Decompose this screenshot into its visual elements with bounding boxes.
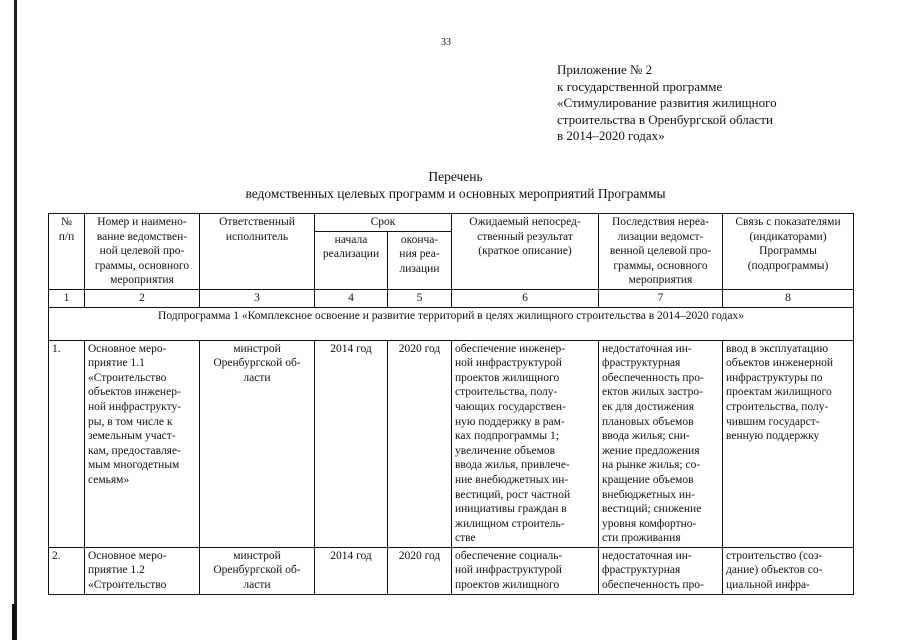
header-end: оконча- ния реа- лизации	[388, 231, 452, 289]
header-start: начала реализации	[315, 231, 388, 289]
appendix-line: строительства в Оренбургской области	[557, 111, 773, 127]
row-name: Основное меро- приятие 1.2 «Строительство	[85, 547, 200, 594]
appendix-line: в 2014–2020 годах»	[557, 128, 665, 144]
row-executor: минстрой Оренбургской об- ласти	[200, 547, 315, 594]
header-consequences: Последствия нереа- лизации ведомст- венной целевой про- граммы, основного мероприятия	[599, 214, 723, 290]
column-number: 5	[388, 289, 452, 307]
scan-edge-mark	[12, 604, 16, 640]
row-num: 2.	[49, 547, 85, 594]
row-link: строительство (соз- дание) объектов со- циальной инфра-	[723, 547, 854, 594]
programs-table	[48, 213, 854, 595]
column-number: 8	[723, 289, 854, 307]
row-result: обеспечение инженер- ной инфраструктурой проектов жилищного строительства, полу- чающих государствен- ную поддержку в рам- ках подпрограммы 1; увеличение объемов ввода жилья, привлече- ние внебюджетных ин- вестиций, рост частной инициативы граждан в жилищном строитель- стве	[452, 340, 599, 547]
row-end: 2020 год	[388, 340, 452, 547]
title-line: ведомственных целевых программ и основных мероприятий Программы	[245, 186, 666, 201]
column-number: 1	[49, 289, 85, 307]
header-term: Срок	[315, 214, 452, 232]
row-result: обеспечение социаль- ной инфраструктурой проектов жилищного	[452, 547, 599, 594]
document-title	[0, 168, 905, 202]
header-num: № п/п	[49, 214, 85, 290]
row-link: ввод в эксплуатацию объектов инженерной инфраструктуры по проектам жилищного строительства, полу- чившим государст- венную поддержку	[723, 340, 854, 547]
appendix-line: «Стимулирование развития жилищного	[557, 95, 777, 111]
row-end: 2020 год	[388, 547, 452, 594]
row-start: 2014 год	[315, 547, 388, 594]
title-line: Перечень	[428, 169, 483, 184]
column-number: 4	[315, 289, 388, 307]
column-number: 7	[599, 289, 723, 307]
row-consequences: недостаточная ин- фраструктурная обеспеченность про- ектов жилых застро- ек для достижения плановых объемов ввода жилья; сни- жение предложения на рынке жилья; со- кращение объемов внебюджетных ин- вестиций; снижение уровня комфортно- сти проживания	[599, 340, 723, 547]
header-executor: Ответственный исполнитель	[200, 214, 315, 290]
subprogram-title: Подпрограмма 1 «Комплексное освоение и развитие территорий в целях жилищного строительства в 2014–2020 годах»	[49, 307, 854, 340]
binding-margin-line	[14, 0, 17, 640]
page-number: 33	[441, 37, 451, 48]
subprogram-row	[49, 307, 854, 340]
appendix-line: к государственной программе	[557, 78, 723, 94]
header-result: Ожидаемый непосред- ственный результат (краткое описание)	[452, 214, 599, 290]
column-number: 3	[200, 289, 315, 307]
header-row	[49, 214, 854, 232]
row-name: Основное меро- приятие 1.1 «Строительство объектов инженер- ной инфраструкту- ры, в том числе к земельным участ- кам, предоставляе- мым многодетным семьям»	[85, 340, 200, 547]
column-number: 6	[452, 289, 599, 307]
appendix-header	[557, 62, 777, 145]
row-executor: минстрой Оренбургской об- ласти	[200, 340, 315, 547]
row-consequences: недостаточная ин- фраструктурная обеспеченность про-	[599, 547, 723, 594]
table-row	[49, 340, 854, 547]
appendix-line: Приложение № 2	[557, 62, 653, 77]
column-number: 2	[85, 289, 200, 307]
header-link: Связь с показателями (индикаторами) Программы (подпрограммы)	[723, 214, 854, 290]
header-name: Номер и наимено- вание ведомствен- ной целевой про- граммы, основного мероприятия	[85, 214, 200, 290]
row-start: 2014 год	[315, 340, 388, 547]
table-row	[49, 547, 854, 594]
row-num: 1.	[49, 340, 85, 547]
column-number-row	[49, 289, 854, 307]
